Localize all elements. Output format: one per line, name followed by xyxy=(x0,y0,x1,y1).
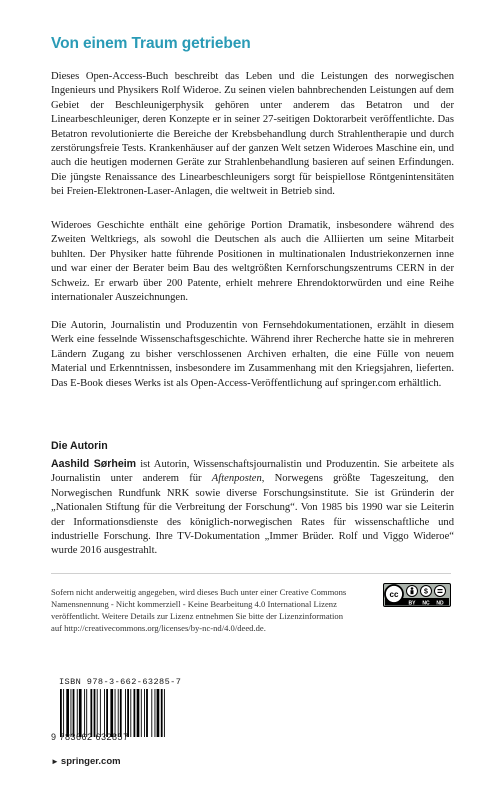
barcode-bar xyxy=(84,689,85,737)
barcode-bar xyxy=(157,689,160,737)
barcode-bar xyxy=(161,689,163,737)
barcode-bar xyxy=(79,689,82,737)
author-bio-text-1: ist Autorin, Wissenschaftsjournalistin und Produzentin. Sie arbeitete als Journalistin unter anderem für xyxy=(51,459,454,485)
barcode-bar xyxy=(86,689,87,737)
barcode-bar xyxy=(110,689,113,737)
barcode-bar xyxy=(60,689,62,737)
barcode-bar xyxy=(164,689,165,737)
author-heading: Die Autorin xyxy=(51,440,108,452)
by-label: BY xyxy=(408,600,416,607)
barcode-bar xyxy=(63,689,64,737)
newspaper-name: Aftenposten xyxy=(211,473,262,485)
barcode-bar xyxy=(127,689,129,737)
nd-label: ND xyxy=(436,600,444,607)
description-paragraph-2: Wideroes Geschichte enthält eine gehörige Portion Dramatik, insbesondere während des Zweiten Weltkriegs, als sowohl die Deutschen als auch die Alliierten um seine Mitarbeit buhlten. Der Physiker hatte führende Positionen in multinationalen Industriekonzernen inne und war einer der Berater beim Bau des weltgrößten Kernforschungszentrums CERN in der Schweiz. Er erwarb über 200 Patente, erhielt mehrere Ehrendoktorwürden und eine Reihe internationaler Auszeichnungen. xyxy=(51,220,454,304)
barcode-bar xyxy=(115,689,116,737)
barcode-bar xyxy=(130,689,131,737)
cc-logo-text: cc xyxy=(389,590,399,599)
publisher-url: springer.com xyxy=(60,756,121,767)
barcode-bar xyxy=(134,689,136,737)
barcode-bar xyxy=(118,689,119,737)
author-bio xyxy=(51,457,454,559)
barcode-bar xyxy=(71,689,72,737)
barcode-bar xyxy=(97,689,98,737)
barcode-bar xyxy=(120,689,122,737)
divider xyxy=(51,573,451,574)
barcode-bar xyxy=(90,689,92,737)
barcode-bar xyxy=(155,689,156,737)
svg-text:$: $ xyxy=(424,588,428,596)
barcode-graphic xyxy=(59,689,194,737)
author-bio-text-2: , Norwegens größte Tageszeitung, den Norwegischen Rundfunk NRK sowie diverse Forschungsinstitute. Sie ist Gründerin der „Nationalen Stiftung für die Verbreitung der Forschung“. Von 1985 bis 1990 war sie Leiterin der Informationsdienste des königlich-norwegischen Rates für wissenschaftliche und industrielle Forschung. Ihre TV-Dokumentation „Immer Brüder. Rolf und Viggo Wideroe“ wurde 2016 ausgestrahlt. xyxy=(51,473,454,557)
cover-title: Von einem Traum getrieben xyxy=(51,35,251,52)
barcode-bar xyxy=(77,689,78,737)
isbn-number: ISBN 978-3-662-63285-7 xyxy=(59,677,182,687)
barcode-digits: 9 783662 632857 xyxy=(51,732,129,742)
isbn-barcode-block xyxy=(51,673,200,749)
nc-label: NC xyxy=(422,600,430,607)
barcode-bar xyxy=(137,689,140,737)
barcode-bar xyxy=(104,689,105,737)
cc-license-badge xyxy=(383,583,451,607)
barcode-bar xyxy=(106,689,108,737)
barcode-bar xyxy=(100,689,101,737)
publisher-link[interactable] xyxy=(51,756,121,767)
description-paragraph-1: Dieses Open-Access-Buch beschreibt das Leben und die Leistungen des norwegischen Ingenieurs und Physikers Rolf Wideroe. Zu seinen vielen bahnbrechenden Leistungen auf dem Gebiet der Beschleunigerphysik gehören unter anderem das Betatron und der Linearbeschleuniger, deren Konzepte er in seiner 27-seitigen Doktorarbeit veröffentlichte. Das Betatron revolutionierte die Bereiche der Krebsbehandlung durch Strahlentherapie und durch zerstörungsfreie Tests. Krankenhäuser auf der ganzen Welt setzen Wideroes Maschine ein, und auch die heutigen modernen Geräte zur Strahlenbehandlung basieren auf seinen Erfindungen. Die jüngste Renaissance des Linearbeschleunigers sorgt für beispiellose Röntgenintensitäten bei Freien-Elektronen-Laser-Anlagen, die weltweit in Betrieb sind. xyxy=(51,71,454,198)
barcode-bar xyxy=(125,689,126,737)
nd-equals-icon xyxy=(435,586,446,597)
barcode-bar xyxy=(141,689,142,737)
description-paragraph-3: Die Autorin, Journalistin und Produzentin von Fernsehdokumentationen, erzählt in diesem Werk eine fesselnde Wissenschaftsgeschichte. Während ihrer Recherche hatte sie in mehreren Ländern Zugang zu bisher verschlossenen Archiven erhalten, die eine Fülle von neuem Material und Erkenntnissen, insbesondere im Zusammenhang mit den Kriegsjahren, lieferten. Das E-Book dieses Werks ist als Open-Access-Veröffentlichung auf springer.com erhältlich. xyxy=(51,320,454,389)
barcode-bar xyxy=(144,689,145,737)
barcode-bar xyxy=(146,689,148,737)
arrow-right-icon: ► xyxy=(51,757,59,766)
barcode-bar xyxy=(73,689,75,737)
license-text: Sofern nicht anderweitig angegeben, wird dieses Buch unter einer Creative Commons Namensnennung - Nicht kommerziell - Keine Bearbeitung 4.0 International Lizenz veröffentlicht. Weitere Details zur Lizenz entnehmen Sie bitte der Lizenzinformation auf http://creativecommons.org/licenses/by-nc-nd/4.0/deed.de. xyxy=(51,587,347,633)
barcode-bar xyxy=(94,689,96,737)
barcode-bar xyxy=(66,689,69,737)
barcode-bar xyxy=(151,689,152,737)
author-name: Aashild Sørheim xyxy=(51,458,137,470)
